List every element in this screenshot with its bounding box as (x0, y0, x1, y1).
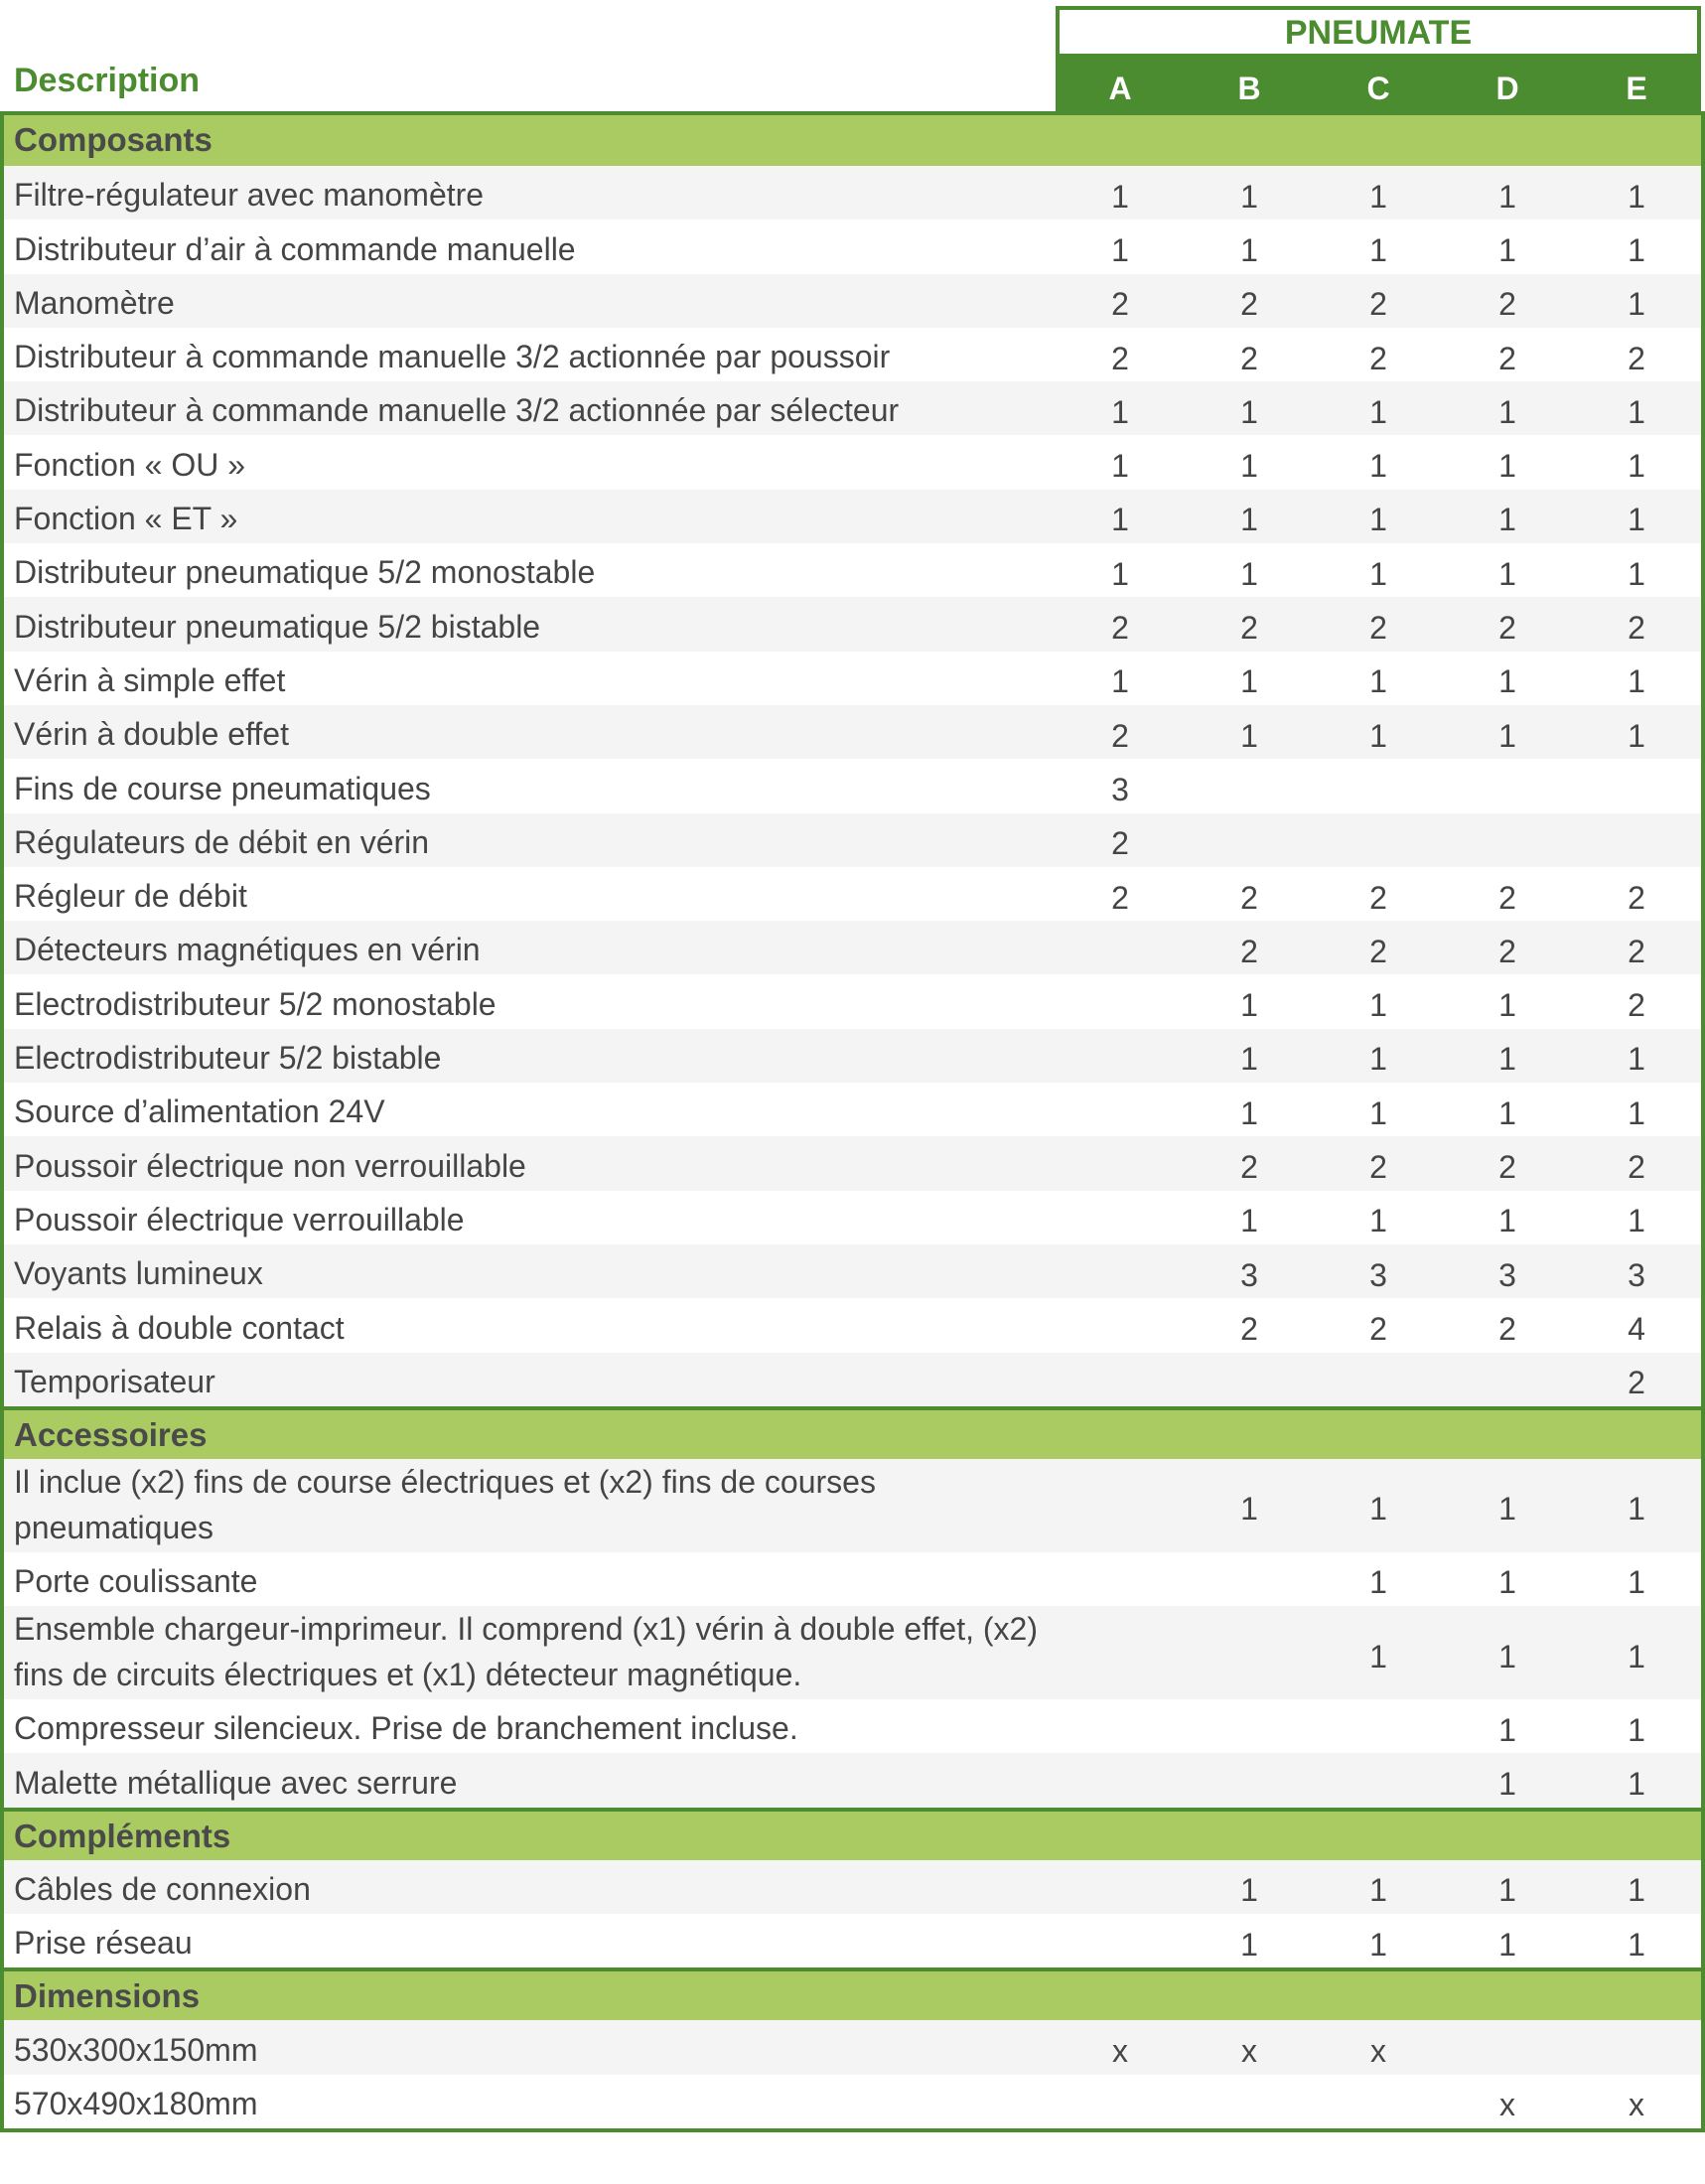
row-value-c: 1 (1369, 178, 1387, 215)
row-value-e: 1 (1628, 231, 1645, 268)
row-value-e: 1 (1628, 1041, 1645, 1078)
row-value-a (1056, 1883, 1185, 1891)
row-value-c (1314, 2098, 1443, 2106)
column-b: B (1237, 71, 1261, 106)
row-label: Fonction « ET » (14, 501, 238, 537)
row-value-b: 1 (1240, 1926, 1258, 1963)
row-value-c: 2 (1369, 1310, 1387, 1347)
row-value-c: 1 (1369, 393, 1387, 430)
row-value-a: 3 (1111, 771, 1129, 807)
row-value-e (1572, 836, 1701, 844)
row-value-c: 3 (1369, 1256, 1387, 1293)
row-value-c: 1 (1369, 1094, 1387, 1131)
row-value-b: 1 (1240, 987, 1258, 1024)
row-value-d: 1 (1498, 1491, 1516, 1528)
row-value-a: 1 (1111, 555, 1129, 592)
row-value-e: 2 (1628, 610, 1645, 647)
row-label: Distributeur d’air à commande manuelle (14, 230, 576, 267)
row-value-e: 1 (1628, 1766, 1645, 1803)
row-label: Electrodistributeur 5/2 monostable (14, 985, 497, 1022)
row-value-a (1056, 1214, 1185, 1222)
row-value-b: 2 (1240, 879, 1258, 916)
row-value-e: 2 (1628, 987, 1645, 1024)
table-row (4, 435, 1701, 489)
row-value-d: x (1499, 2087, 1515, 2123)
section-header: Composants (4, 115, 1701, 166)
row-value-d: 1 (1498, 663, 1516, 700)
row-value-c: 1 (1369, 1491, 1387, 1528)
row-value-b: x (1241, 2032, 1257, 2069)
table-row (4, 1860, 1701, 1914)
row-value-c: 1 (1369, 717, 1387, 754)
row-value-c (1314, 1376, 1443, 1383)
row-value-b (1185, 2098, 1314, 2106)
column-c: C (1366, 71, 1390, 106)
row-value-d: 1 (1498, 448, 1516, 485)
table-row (4, 1353, 1701, 1406)
row-value-c: 1 (1369, 1203, 1387, 1239)
row-label: Distributeur à commande manuelle 3/2 actionnée par sélecteur (14, 392, 900, 429)
row-value-a: 1 (1111, 393, 1129, 430)
row-value-a (1056, 1321, 1185, 1329)
row-value-a: x (1112, 2032, 1128, 2069)
row-value-e: 2 (1628, 1148, 1645, 1185)
row-value-b: 1 (1240, 1041, 1258, 1078)
column-d: D (1495, 71, 1519, 106)
row-value-b: 1 (1240, 717, 1258, 754)
row-value-b: 2 (1240, 1310, 1258, 1347)
row-value-a: 2 (1111, 825, 1129, 862)
row-value-d: 1 (1498, 1766, 1516, 1803)
row-value-a (1056, 1502, 1185, 1510)
row-value-c: 2 (1369, 610, 1387, 647)
table-row (4, 1914, 1701, 1967)
table-row (4, 274, 1701, 328)
row-value-b: 1 (1240, 393, 1258, 430)
row-value-c (1314, 782, 1443, 790)
row-value-d: 1 (1498, 1203, 1516, 1239)
row-label: 570x490x180mm (14, 2085, 258, 2121)
row-value-d: 2 (1498, 1148, 1516, 1185)
row-value-a: 1 (1111, 178, 1129, 215)
row-value-b (1185, 1777, 1314, 1785)
row-value-d: 1 (1498, 1041, 1516, 1078)
row-label: Fins de course pneumatiques (14, 770, 431, 806)
row-value-d: 2 (1498, 933, 1516, 969)
row-value-c: 2 (1369, 286, 1387, 323)
row-value-b (1185, 836, 1314, 844)
table-row (4, 705, 1701, 759)
row-label: Poussoir électrique verrouillable (14, 1201, 465, 1238)
row-value-e: 1 (1628, 448, 1645, 485)
row-value-a (1056, 1575, 1185, 1583)
row-value-e: 2 (1628, 340, 1645, 376)
table-row (4, 1699, 1701, 1753)
row-value-c: 1 (1369, 448, 1387, 485)
row-label: Régleur de débit (14, 878, 247, 915)
row-value-b: 1 (1240, 1203, 1258, 1239)
row-label: Distributeur pneumatique 5/2 monostable (14, 554, 596, 591)
row-value-c: 2 (1369, 879, 1387, 916)
table-header (0, 0, 1705, 114)
row-value-b: 2 (1240, 1148, 1258, 1185)
row-value-c: 1 (1369, 1638, 1387, 1674)
table-row (4, 652, 1701, 705)
row-label: Vérin à simple effet (14, 661, 286, 698)
row-value-b: 1 (1240, 448, 1258, 485)
row-value-e: 1 (1628, 1638, 1645, 1674)
row-value-a: 1 (1111, 663, 1129, 700)
row-value-e: 1 (1628, 1564, 1645, 1601)
row-value-a (1056, 1052, 1185, 1060)
table-row (4, 490, 1701, 543)
row-value-e: 4 (1628, 1310, 1645, 1347)
row-value-e: 1 (1628, 663, 1645, 700)
row-value-d: 1 (1498, 1926, 1516, 1963)
row-value-d: 1 (1498, 1872, 1516, 1909)
row-value-d: 1 (1498, 231, 1516, 268)
row-value-c: 1 (1369, 1041, 1387, 1078)
row-value-d: 2 (1498, 286, 1516, 323)
row-value-d: 2 (1498, 1310, 1516, 1347)
row-label: Relais à double contact (14, 1309, 345, 1346)
row-value-d (1443, 2043, 1572, 2051)
table-row (4, 1753, 1701, 1807)
row-value-c: 1 (1369, 1564, 1387, 1601)
row-value-b: 2 (1240, 933, 1258, 969)
row-value-c: 1 (1369, 987, 1387, 1024)
row-label: Il inclue (x2) fins de course électriques et (x2) fins de courses pneumatiques (14, 1463, 876, 1545)
row-value-d: 1 (1498, 1564, 1516, 1601)
row-value-d: 1 (1498, 555, 1516, 592)
row-label: Détecteurs magnétiques en vérin (14, 932, 481, 968)
row-value-d: 1 (1498, 1638, 1516, 1674)
table-row (4, 2020, 1701, 2074)
row-value-b (1185, 1575, 1314, 1583)
row-value-d: 1 (1498, 717, 1516, 754)
row-label: Compresseur silencieux. Prise de branchement incluse. (14, 1710, 798, 1747)
row-value-a: 2 (1111, 340, 1129, 376)
row-value-d: 1 (1498, 987, 1516, 1024)
row-value-a: 2 (1111, 286, 1129, 323)
row-value-c: 1 (1369, 663, 1387, 700)
row-value-b: 1 (1240, 178, 1258, 215)
row-value-e: 1 (1628, 393, 1645, 430)
row-value-c (1314, 836, 1443, 844)
row-value-e: 1 (1628, 502, 1645, 538)
section-rows (4, 1860, 1701, 1968)
row-value-c: 2 (1369, 340, 1387, 376)
table-row (4, 597, 1701, 651)
table-row (4, 1029, 1701, 1083)
row-value-e: 1 (1628, 717, 1645, 754)
row-value-e: 3 (1628, 1256, 1645, 1293)
row-value-b (1185, 1649, 1314, 1657)
table-row (4, 921, 1701, 974)
row-value-d: 1 (1498, 178, 1516, 215)
row-label: Malette métallique avec serrure (14, 1764, 458, 1801)
row-value-e: 1 (1628, 1926, 1645, 1963)
row-value-b: 1 (1240, 502, 1258, 538)
table-row (4, 813, 1701, 867)
row-value-e: 1 (1628, 1203, 1645, 1239)
row-value-a: 2 (1111, 879, 1129, 916)
row-label: Fonction « OU » (14, 446, 245, 483)
row-value-c (1314, 1722, 1443, 1730)
row-label: Prise réseau (14, 1925, 193, 1962)
table-row (4, 759, 1701, 812)
row-value-a (1056, 1105, 1185, 1113)
row-value-a (1056, 944, 1185, 951)
table-row (4, 1298, 1701, 1352)
row-value-d (1443, 1376, 1572, 1383)
row-value-b: 3 (1240, 1256, 1258, 1293)
row-value-a (1056, 1722, 1185, 1730)
row-value-b: 1 (1240, 663, 1258, 700)
table-row (4, 166, 1701, 219)
row-value-a (1056, 1267, 1185, 1275)
row-label: Poussoir électrique non verrouillable (14, 1147, 526, 1184)
row-label: Filtre-régulateur avec manomètre (14, 177, 485, 214)
row-value-c: 1 (1369, 502, 1387, 538)
row-value-d: 2 (1498, 340, 1516, 376)
row-label: Distributeur pneumatique 5/2 bistable (14, 608, 541, 645)
row-value-e (1572, 2043, 1701, 2051)
row-value-b (1185, 782, 1314, 790)
row-value-a (1056, 1159, 1185, 1167)
row-value-a: 1 (1111, 231, 1129, 268)
row-value-a (1056, 2098, 1185, 2106)
section-header: Compléments (4, 1808, 1701, 1860)
table-row (4, 867, 1701, 921)
row-label: Régulateurs de débit en vérin (14, 823, 430, 860)
row-value-d: 3 (1498, 1256, 1516, 1293)
table-row (4, 219, 1701, 273)
brand-header: PNEUMATE (1056, 6, 1701, 54)
row-value-d: 1 (1498, 1094, 1516, 1131)
row-value-d: 1 (1498, 393, 1516, 430)
section-header: Dimensions (4, 1967, 1701, 2020)
row-value-d: 1 (1498, 502, 1516, 538)
row-value-a (1056, 1937, 1185, 1945)
row-value-c (1314, 1777, 1443, 1785)
model-columns-header (1056, 54, 1701, 114)
table-row (4, 328, 1701, 381)
section-rows (4, 1459, 1701, 1808)
table-row (4, 1191, 1701, 1244)
row-value-c: 2 (1369, 933, 1387, 969)
row-value-c: x (1370, 2032, 1386, 2069)
row-value-e: 1 (1628, 1711, 1645, 1748)
table-row (4, 974, 1701, 1028)
table-row (4, 381, 1701, 435)
row-value-e: 1 (1628, 555, 1645, 592)
row-value-b: 1 (1240, 1094, 1258, 1131)
row-value-e: 2 (1628, 879, 1645, 916)
row-value-a (1056, 1777, 1185, 1785)
row-label: Câbles de connexion (14, 1871, 311, 1908)
row-value-d: 1 (1498, 1711, 1516, 1748)
comparison-table (0, 111, 1705, 2132)
row-value-a: 1 (1111, 448, 1129, 485)
row-value-c: 1 (1369, 1926, 1387, 1963)
column-a: A (1108, 71, 1132, 106)
row-label: Distributeur à commande manuelle 3/2 actionnée par poussoir (14, 339, 891, 375)
column-e: E (1626, 71, 1647, 106)
row-value-a: 2 (1111, 610, 1129, 647)
row-value-e: 1 (1628, 1491, 1645, 1528)
row-value-e: 2 (1628, 1365, 1645, 1401)
row-value-b: 1 (1240, 1491, 1258, 1528)
row-value-b (1185, 1722, 1314, 1730)
row-label: 530x300x150mm (14, 2031, 258, 2068)
row-label: Vérin à double effet (14, 716, 289, 753)
table-row (4, 1083, 1701, 1136)
row-value-a (1056, 998, 1185, 1006)
table-row (4, 1136, 1701, 1190)
description-header: Description (14, 62, 201, 99)
section-rows (4, 166, 1701, 1406)
row-value-a (1056, 1376, 1185, 1383)
row-value-a: 1 (1111, 502, 1129, 538)
row-label: Source d’alimentation 24V (14, 1093, 385, 1130)
row-label: Ensemble chargeur-imprimeur. Il comprend (x1) vérin à double effet, (x2) fins de circuits électriques et (x1) détecteur magnétique. (14, 1611, 1038, 1693)
row-value-d: 2 (1498, 879, 1516, 916)
row-value-e: 1 (1628, 1872, 1645, 1909)
row-value-a: 2 (1111, 717, 1129, 754)
row-label: Manomètre (14, 284, 175, 321)
table-row (4, 2075, 1701, 2128)
table-row (4, 1606, 1701, 1699)
row-value-c: 1 (1369, 555, 1387, 592)
row-value-e (1572, 782, 1701, 790)
row-value-b: 2 (1240, 340, 1258, 376)
table-row (4, 543, 1701, 597)
row-label: Temporisateur (14, 1363, 215, 1399)
row-value-a (1056, 1649, 1185, 1657)
row-value-e: 1 (1628, 178, 1645, 215)
row-value-d (1443, 836, 1572, 844)
row-value-b: 2 (1240, 610, 1258, 647)
row-value-e: x (1629, 2087, 1644, 2123)
row-value-c: 2 (1369, 1148, 1387, 1185)
row-value-d (1443, 782, 1572, 790)
section-rows (4, 2020, 1701, 2128)
row-value-e: 1 (1628, 286, 1645, 323)
table-row (4, 1459, 1701, 1552)
row-value-d: 2 (1498, 610, 1516, 647)
row-label: Porte coulissante (14, 1563, 258, 1600)
row-value-b: 1 (1240, 555, 1258, 592)
row-label: Electrodistributeur 5/2 bistable (14, 1040, 442, 1077)
row-value-b: 1 (1240, 231, 1258, 268)
row-value-b (1185, 1376, 1314, 1383)
table-row (4, 1552, 1701, 1606)
row-label: Voyants lumineux (14, 1255, 263, 1292)
section-header: Accessoires (4, 1406, 1701, 1459)
row-value-b: 1 (1240, 1872, 1258, 1909)
table-row (4, 1244, 1701, 1298)
row-value-c: 1 (1369, 231, 1387, 268)
row-value-b: 2 (1240, 286, 1258, 323)
row-value-e: 2 (1628, 933, 1645, 969)
row-value-e: 1 (1628, 1094, 1645, 1131)
row-value-c: 1 (1369, 1872, 1387, 1909)
